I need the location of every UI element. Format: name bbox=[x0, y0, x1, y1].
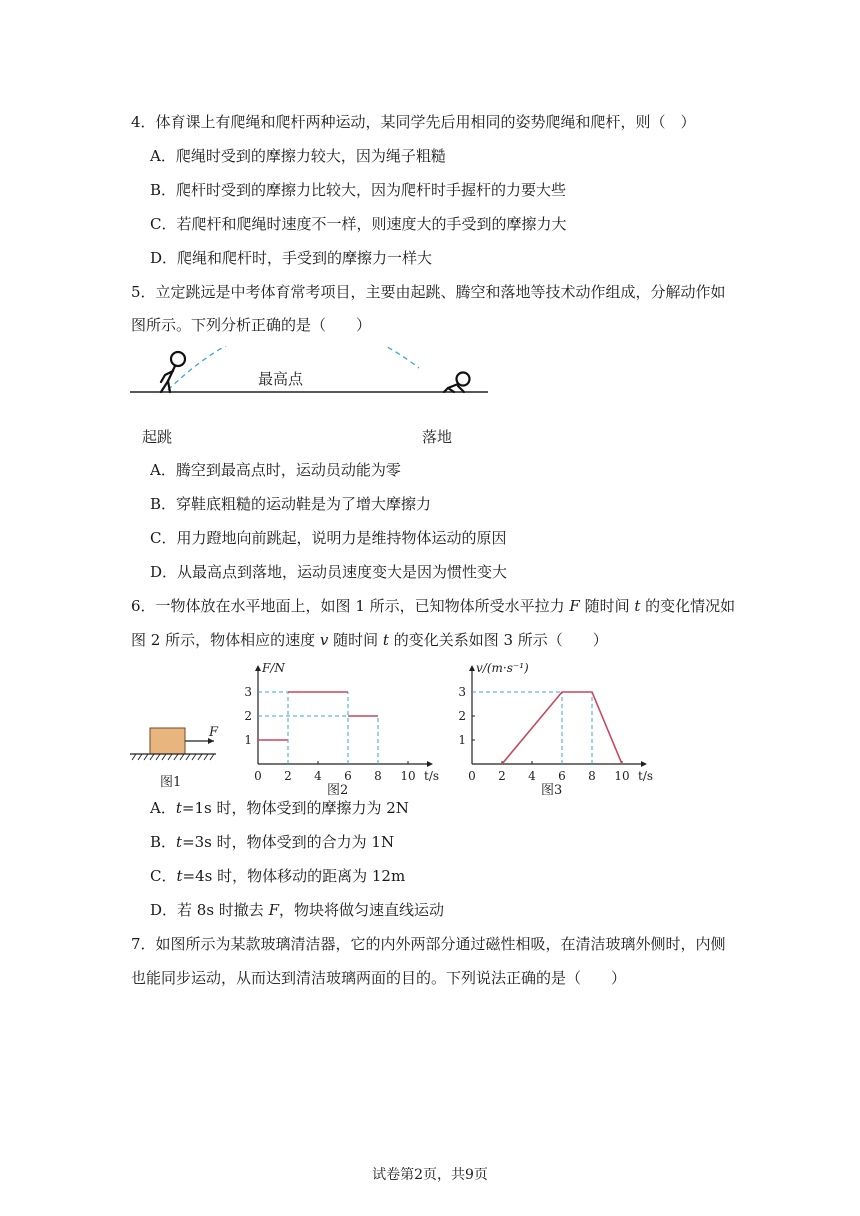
standing-long-jump-figure bbox=[128, 346, 498, 450]
chart3-caption: 图3 bbox=[541, 783, 563, 796]
q6-option-a-text: =1s 时，物体受到的摩擦力为 2N bbox=[181, 799, 409, 817]
q5-option-b: B．穿鞋底粗糙的运动鞋是为了增大摩擦力 bbox=[150, 495, 432, 513]
chart3-x-tick-label: 6 bbox=[558, 769, 566, 783]
q6-stem-line1-part1: 6．一物体放在水平地面上，如图 1 所示，已知物体所受水平拉力 bbox=[131, 597, 570, 615]
chart2-x-tick-label: 10 bbox=[400, 769, 416, 783]
chart3-x-arrow bbox=[641, 761, 647, 767]
q6-stem-line2-part2: 随时间 bbox=[328, 631, 383, 649]
chart2-x-tick-label: 2 bbox=[284, 769, 292, 783]
chart3-x-axis-label: t/s bbox=[638, 769, 654, 783]
chart2-x-tick-label: 6 bbox=[344, 769, 352, 783]
chart2-y-tick-label: 2 bbox=[244, 709, 252, 723]
q6-stem-line2-part3: 的变化关系如图 3 所示（ ） bbox=[388, 631, 608, 649]
chart2-x-tick-label: 8 bbox=[374, 769, 382, 783]
q5-stem-line2: 图所示。下列分析正确的是（ ） bbox=[131, 316, 372, 334]
chart3-x-tick-label: 2 bbox=[498, 769, 506, 783]
q6-stem-line2-part1: 图 2 所示，物体相应的速度 bbox=[131, 631, 320, 649]
q6-stem-line1-part3: 的变化情况如 bbox=[640, 597, 736, 615]
floor-hatching bbox=[132, 754, 214, 760]
q4-stem: 4．体育课上有爬绳和爬杆两种运动，某同学先后用相同的姿势爬绳和爬杆，则（ ） bbox=[131, 113, 696, 131]
chart2-x-tick-label: 4 bbox=[314, 769, 322, 783]
q6-option-d-text: ，物块将做匀速直线运动 bbox=[279, 901, 445, 919]
q6-option-b-var: t bbox=[176, 833, 183, 851]
chart2-x-tick-label: 0 bbox=[254, 769, 262, 783]
block-icon bbox=[150, 728, 185, 754]
chart2-x-axis-label: t/s bbox=[424, 769, 440, 783]
figure-3-velocity-time-chart bbox=[454, 656, 674, 796]
chart2-y-tick-label: 1 bbox=[244, 733, 252, 747]
q7-stem-line1: 7．如图所示为某款玻璃清洁器，它的内外两部分通过磁性相吸，在清洁玻璃外侧时，内侧 bbox=[131, 935, 726, 953]
q4-option-b: B．爬杆时受到的摩擦力比较大，因为爬杆时手握杆的力要大些 bbox=[150, 181, 567, 199]
chart2-y-arrow bbox=[255, 665, 261, 671]
q6-option-c-text: =4s 时，物体移动的距离为 12m bbox=[182, 867, 406, 885]
q6-option-d-prefix: D．若 8s 时撤去 bbox=[150, 901, 269, 919]
chart3-y-tick-label: 2 bbox=[458, 709, 466, 723]
force-label: F bbox=[209, 725, 219, 740]
q6-option-a-var: t bbox=[175, 799, 182, 817]
figure-1 bbox=[128, 700, 228, 792]
q6-option-a bbox=[150, 798, 409, 818]
jumper-takeoff-icon bbox=[161, 352, 185, 392]
q6-stem-var-t: t bbox=[634, 597, 641, 615]
q6-stem-line1 bbox=[131, 596, 735, 616]
chart3-y-axis-label: v/(m·s⁻¹) bbox=[476, 661, 529, 675]
q6-option-a-prefix: A． bbox=[150, 799, 176, 817]
takeoff-label: 起跳 bbox=[142, 428, 173, 446]
q6-stem-line1-part2: 随时间 bbox=[579, 597, 635, 615]
q6-stem-var-f: F bbox=[569, 597, 580, 615]
q4-option-d: D．爬绳和爬杆时，手受到的摩擦力一样大 bbox=[150, 249, 433, 267]
q4-option-a: A．爬绳时受到的摩擦力较大，因为绳子粗糙 bbox=[150, 147, 446, 165]
q5-stem-line1: 5．立定跳远是中考体育常考项目，主要由起跳、腾空和落地等技术动作组成，分解动作如 bbox=[131, 283, 726, 301]
landing-label: 落地 bbox=[422, 428, 453, 446]
chart3-x-tick-label: 4 bbox=[528, 769, 536, 783]
chart2-y-tick-label: 3 bbox=[244, 685, 252, 699]
chart3-y-tick-label: 1 bbox=[458, 733, 466, 747]
q6-option-b bbox=[150, 832, 394, 852]
peak-label: 最高点 bbox=[258, 370, 304, 388]
chart2-x-arrow bbox=[427, 761, 433, 767]
q5-option-a: A．腾空到最高点时，运动员动能为零 bbox=[150, 461, 401, 479]
jumper-landing-icon bbox=[444, 373, 470, 393]
figure-2-force-time-chart bbox=[240, 656, 440, 796]
q6-option-c bbox=[150, 866, 405, 886]
q7-stem-line2: 也能同步运动，从而达到清洁玻璃两面的目的。下列说法正确的是（ ） bbox=[131, 969, 627, 987]
q6-option-b-text: =3s 时，物体受到的合力为 1N bbox=[182, 833, 395, 851]
q6-option-c-prefix: C． bbox=[150, 867, 177, 885]
chart3-y-arrow bbox=[469, 665, 475, 671]
q6-stem-var-t2: t bbox=[382, 631, 389, 649]
chart3-x-tick-label: 10 bbox=[614, 769, 630, 783]
q6-option-b-prefix: B． bbox=[150, 833, 177, 851]
q6-option-d bbox=[150, 900, 444, 920]
q5-option-c: C．用力蹬地向前跳起，说明力是维持物体运动的原因 bbox=[150, 529, 507, 547]
chart3-x-tick-label: 0 bbox=[468, 769, 476, 783]
q5-option-d: D．从最高点到落地，运动员速度变大是因为惯性变大 bbox=[150, 563, 508, 581]
chart3-y-tick-label: 3 bbox=[458, 685, 466, 699]
q4-option-c: C．若爬杆和爬绳时速度不一样，则速度大的手受到的摩擦力大 bbox=[150, 215, 567, 233]
q6-option-c-var: t bbox=[176, 867, 183, 885]
q6-stem-var-v: v bbox=[319, 631, 329, 649]
page-footer: 试卷第2页，共9页 bbox=[372, 1167, 488, 1183]
q6-stem-line2 bbox=[131, 630, 608, 650]
chart3-x-tick-label: 8 bbox=[588, 769, 596, 783]
figure-1-caption: 图1 bbox=[160, 775, 182, 790]
chart2-y-axis-label: F/N bbox=[262, 661, 285, 675]
chart2-caption: 图2 bbox=[327, 783, 349, 796]
q6-option-d-var: F bbox=[268, 901, 279, 919]
